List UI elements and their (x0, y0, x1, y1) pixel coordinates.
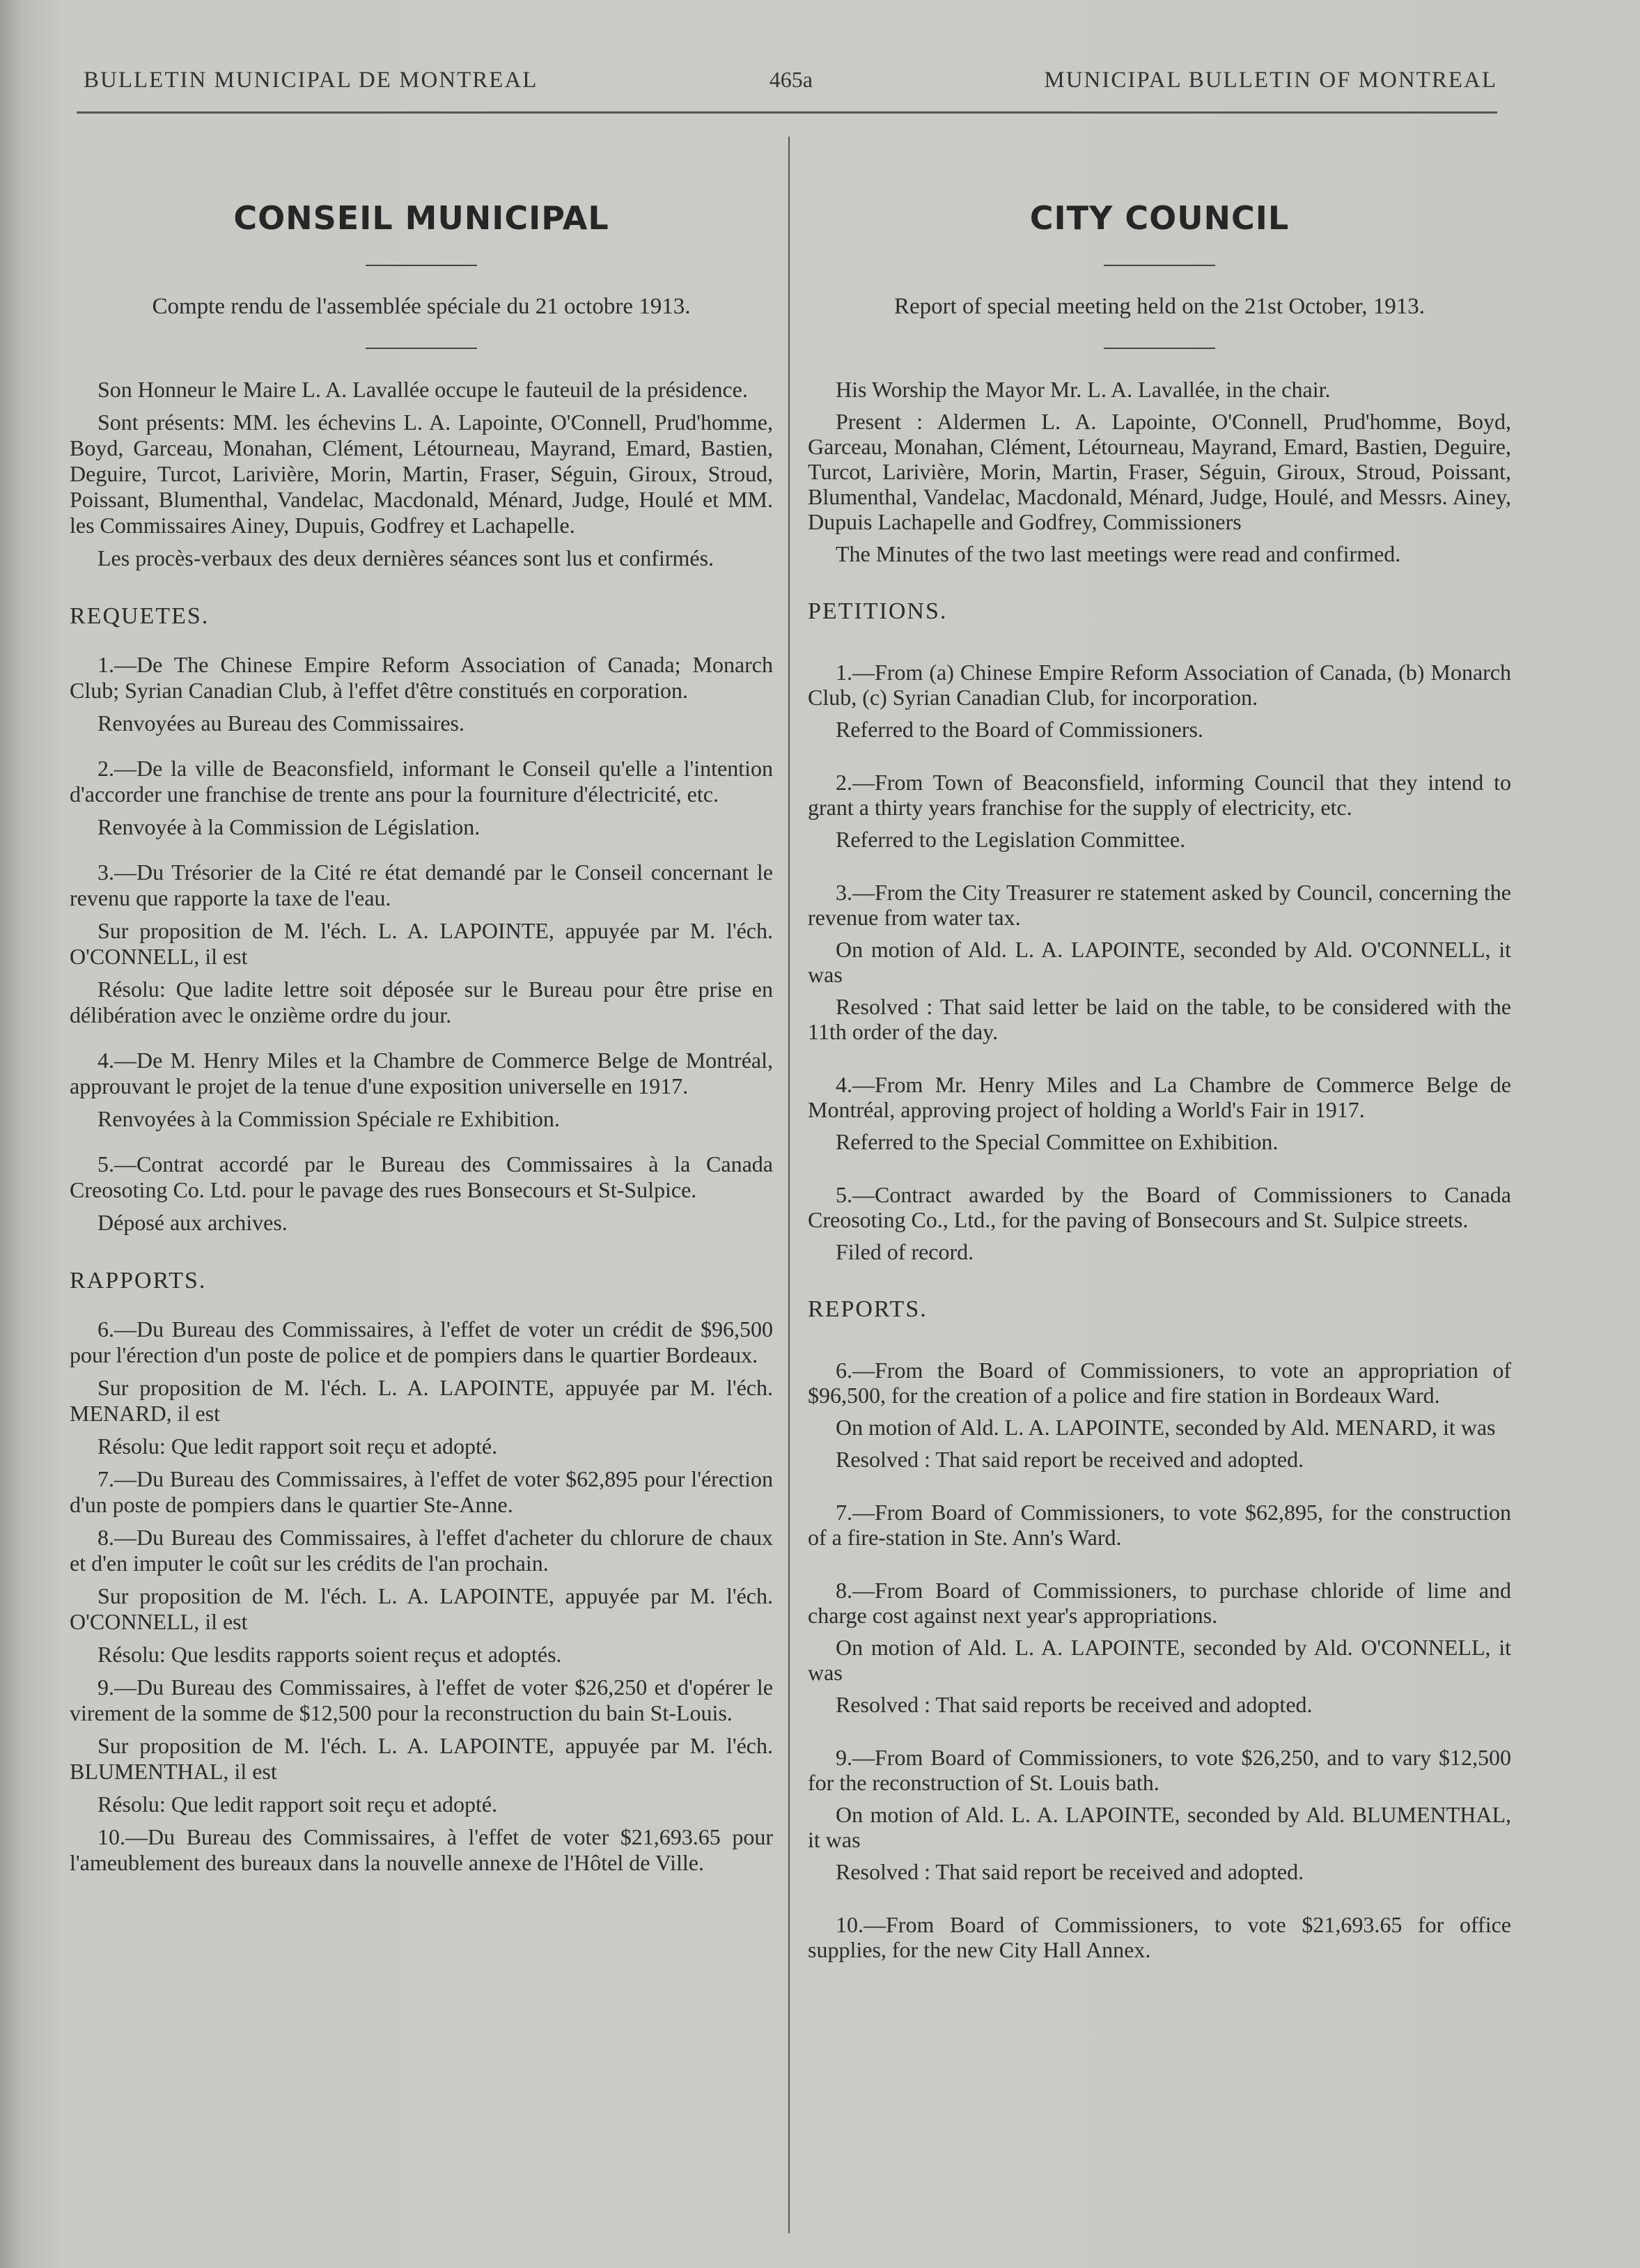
en-item-text: 7.—From Board of Commissioners, to vote $62,895, for the construction of a fire-station in Ste. Ann's Ward. (808, 1500, 1511, 1550)
en-item-text: 5.—Contract awarded by the Board of Commissioners to Canada Creosoting Co., Ltd., for the paving of Bonsecours and St. Sulpice streets. (808, 1182, 1511, 1232)
en-item-text: Referred to the Board of Commissioners. (836, 717, 1203, 742)
en-item-text: 4.—From Mr. Henry Miles and La Chambre de Commerce Belge de Montréal, approving project of holding a World's Fair in 1917. (808, 1072, 1511, 1122)
header-right: MUNICIPAL BULLETIN OF MONTREAL (1044, 68, 1497, 93)
fr-item-text: Sur proposition de M. l'éch. L. A. LAPOINTE, appuyée par M. l'éch. O'CONNELL, il est (70, 918, 773, 969)
en-item-text: Filed of record. (836, 1239, 974, 1264)
en-item-text: On motion of Ald. L. A. LAPOINTE, seconded by Ald. BLUMENTHAL, it was (808, 1802, 1511, 1852)
header-rule (77, 111, 1497, 114)
fr-intro-paragraph: Sont présents: MM. les échevins L. A. Lapointe, O'Connell, Prud'homme, Boyd, Garceau, Monahan, Clément, Létourneau, Mayrand, Emard, Bastien, Deguire, Turcot, Larivière, Morin, Martin, Fraser, Séguin, Giroux, Stroud, Poissant, Blumenthal, Vandelac, Macdonald, Ménard, Judge, Houlé et MM. les Commissaires Ainey, Dupuis, Godfrey et Lachapelle. (70, 410, 773, 538)
en-title: CITY COUNCIL (1029, 199, 1290, 237)
en-petitions-heading: PETITIONS. (808, 598, 948, 624)
en-item-text: Resolved : That said reports be received and adopted. (836, 1692, 1313, 1717)
fr-item-text: 3.—Du Trésorier de la Cité re état demandé par le Conseil concernant le revenu que rapporte la taxe de l'eau. (70, 860, 773, 910)
page-header (84, 67, 1497, 93)
fr-title-rule (366, 265, 477, 266)
en-item-text: 3.—From the City Treasurer re statement asked by Council, concerning the revenue from water tax. (808, 880, 1511, 930)
en-intro-paragraph: Present : Aldermen L. A. Lapointe, O'Connell, Prud'homme, Boyd, Garceau, Monahan, Clément, Létourneau, Mayrand, Emard, Bastien, Deguire, Turcot, Larivière, Morin, Martin, Fraser, Séguin, Giroux, Stroud, Poissant, Blumenthal, Vandelac, Macdonald, Ménard, Judge, Houlé, and Messrs. Ainey, Dupuis Lachapelle and Godfrey, Commissioners (808, 409, 1511, 534)
en-subtitle-rule (1104, 348, 1215, 349)
fr-item-text: 8.—Du Bureau des Commissaires, à l'effet d'acheter du chlorure de chaux et d'en imputer le coût sur les crédits de l'an prochain. (70, 1525, 773, 1576)
fr-item-text: 7.—Du Bureau des Commissaires, à l'effet de voter $62,895 pour l'érection d'un poste de pompiers dans le quartier Ste-Anne. (70, 1466, 773, 1517)
en-item-text: 9.—From Board of Commissioners, to vote $26,250, and to vary $12,500 for the reconstruction of St. Louis bath. (808, 1745, 1511, 1795)
fr-item-text: Déposé aux archives. (97, 1210, 288, 1235)
fr-title: CONSEIL MUNICIPAL (233, 199, 609, 237)
english-column (808, 174, 1511, 1969)
fr-item-text: Résolu: Que ledit rapport soit reçu et adopté. (97, 1434, 498, 1459)
en-item-text: 6.—From the Board of Commissioners, to vote an appropriation of $96,500, for the creation of a police and fire station in Bordeaux Ward. (808, 1358, 1511, 1408)
en-item-text: 10.—From Board of Commissioners, to vote $21,693.65 for office supplies, for the new City Hall Annex. (808, 1912, 1511, 1962)
fr-item-text: 10.—Du Bureau des Commissaires, à l'effet de voter $21,693.65 pour l'ameublement des bureaux dans la nouvelle annexe de l'Hôtel de Ville. (70, 1824, 773, 1875)
en-reports-heading: REPORTS. (808, 1296, 928, 1322)
en-item-text: Resolved : That said report be received and adopted. (836, 1447, 1304, 1472)
fr-item-text: 6.—Du Bureau des Commissaires, à l'effet de voter un crédit de $96,500 pour l'érection d'un poste de police et de pompiers dans le quartier Bordeaux. (70, 1316, 773, 1367)
fr-item-text: 4.—De M. Henry Miles et la Chambre de Commerce Belge de Montréal, approuvant le projet de la tenue d'une exposition universelle en 1917. (70, 1048, 773, 1098)
en-item-text: 1.—From (a) Chinese Empire Reform Association of Canada, (b) Monarch Club, (c) Syrian Canadian Club, for incorporation. (808, 660, 1511, 710)
page-number: 465a (769, 67, 813, 92)
en-item-text: 2.—From Town of Beaconsfield, informing Council that they intend to grant a thirty years franchise for the supply of electricity, etc. (808, 770, 1511, 820)
fr-item-text: Résolu: Que ladite lettre soit déposée sur le Bureau pour être prise en délibération avec le onzième ordre du jour. (70, 977, 773, 1027)
fr-item-text: 9.—Du Bureau des Commissaires, à l'effet de voter $26,250 et d'opérer le virement de la somme de $12,500 pour la reconstruction du bain St-Louis. (70, 1675, 773, 1725)
fr-item-text: 5.—Contrat accordé par le Bureau des Commissaires à la Canada Creosoting Co. Ltd. pour le pavage des rues Bonsecours et St-Sulpice. (70, 1151, 773, 1202)
en-item-text: On motion of Ald. L. A. LAPOINTE, seconded by Ald. O'CONNELL, it was (808, 1635, 1511, 1685)
en-intro-paragraph: The Minutes of the two last meetings were read and confirmed. (836, 541, 1401, 566)
en-item-text: On motion of Ald. L. A. LAPOINTE, seconded by Ald. MENARD, it was (836, 1415, 1496, 1440)
fr-item-text: 1.—De The Chinese Empire Reform Association of Canada; Monarch Club; Syrian Canadian Club, à l'effet d'être constitués en corporation. (70, 652, 773, 703)
french-column (70, 174, 773, 1883)
fr-item-text: Sur proposition de M. l'éch. L. A. LAPOINTE, appuyée par M. l'éch. O'CONNELL, il est (70, 1583, 773, 1634)
en-title-rule (1104, 265, 1215, 266)
en-intro-paragraph: His Worship the Mayor Mr. L. A. Lavallée, in the chair. (836, 377, 1331, 402)
fr-item-text: Renvoyées au Bureau des Commissaires. (97, 710, 464, 736)
en-item-text: Referred to the Legislation Committee. (836, 827, 1186, 852)
fr-requetes-heading: REQUETES. (70, 603, 210, 629)
header-left: BULLETIN MUNICIPAL DE MONTREAL (84, 68, 538, 93)
fr-item-text: 2.—De la ville de Beaconsfield, informant le Conseil qu'elle a l'intention d'accorder une franchise de trente ans pour la fourniture d'électricité, etc. (70, 756, 773, 807)
fr-subtitle: Compte rendu de l'assemblée spéciale du 21 octobre 1913. (152, 294, 691, 319)
fr-item-text: Résolu: Que lesdits rapports soient reçus et adoptés. (97, 1642, 562, 1667)
fr-item-text: Renvoyées à la Commission Spéciale re Exhibition. (97, 1106, 560, 1131)
fr-item-text: Sur proposition de M. l'éch. L. A. LAPOINTE, appuyée par M. l'éch. MENARD, il est (70, 1375, 773, 1426)
en-subtitle: Report of special meeting held on the 21st October, 1913. (893, 294, 1426, 319)
en-item-text: On motion of Ald. L. A. LAPOINTE, seconded by Ald. O'CONNELL, it was (808, 937, 1511, 987)
en-item-text: Resolved : That said report be received and adopted. (836, 1859, 1304, 1884)
fr-item-text: Sur proposition de M. l'éch. L. A. LAPOINTE, appuyée par M. l'éch. BLUMENTHAL, il est (70, 1733, 773, 1784)
fr-item-text: Résolu: Que ledit rapport soit reçu et adopté. (97, 1792, 498, 1817)
fr-rapports-heading: RAPPORTS. (70, 1268, 207, 1294)
en-item-text: 8.—From Board of Commissioners, to purchase chloride of lime and charge cost against next year's appropriations. (808, 1578, 1511, 1628)
fr-item-text: Renvoyée à la Commission de Législation. (97, 814, 481, 839)
en-item-text: Referred to the Special Committee on Exhibition. (836, 1129, 1279, 1154)
en-item-text: Resolved : That said letter be laid on the table, to be considered with the 11th order of the day. (808, 994, 1511, 1044)
fr-subtitle-rule (366, 348, 477, 349)
column-divider (788, 137, 790, 2233)
fr-intro-paragraph: Son Honneur le Maire L. A. Lavallée occupe le fauteuil de la présidence. (97, 377, 748, 402)
fr-intro-paragraph: Les procès-verbaux des deux dernières séances sont lus et confirmés. (97, 545, 714, 570)
